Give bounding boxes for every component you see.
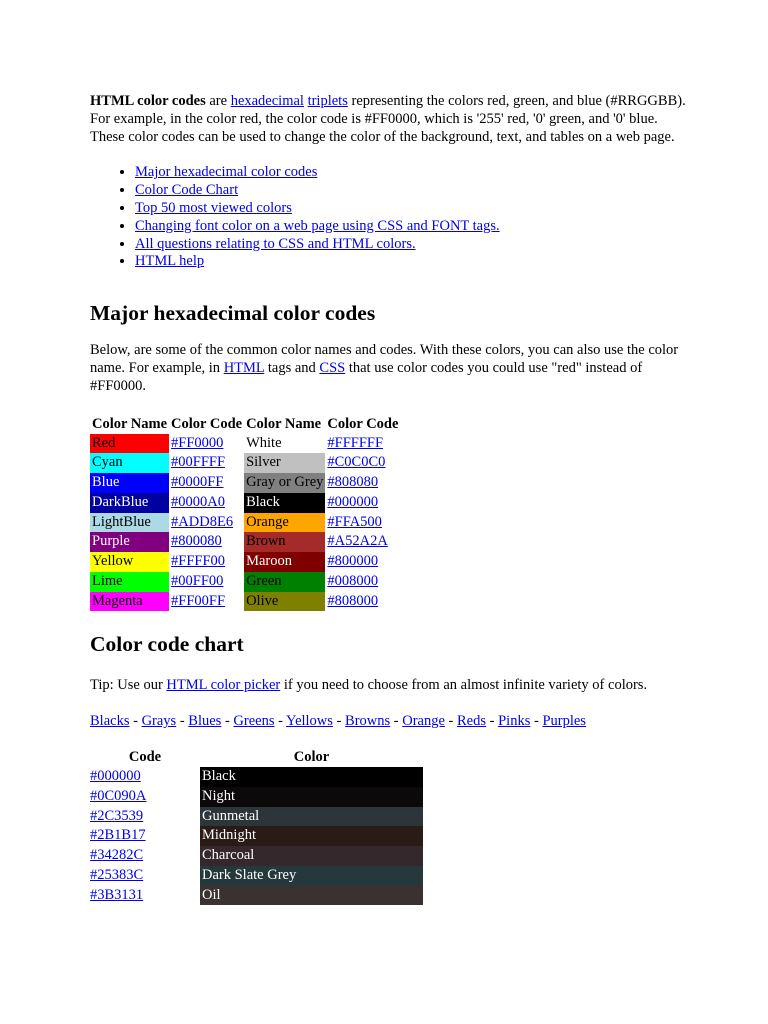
category-separator: - bbox=[530, 713, 543, 730]
category-links bbox=[90, 713, 690, 731]
major-text-2: tags and bbox=[264, 359, 320, 376]
color-chart-code-cell bbox=[90, 886, 200, 906]
major-heading: Major hexadecimal color codes bbox=[90, 301, 376, 326]
color-code-cell bbox=[325, 572, 400, 592]
intro-text-3: representing the colors red, green, and blue (#RRGGBB). For example, in the color red, the color code is #FF0000, which is '255' red, '0' green, and '0' blue. These color codes can be used to change the color of the background, text, and tables on a web page. bbox=[90, 93, 686, 145]
color-name-cell: LightBlue bbox=[90, 513, 169, 533]
color-code-link[interactable]: #808000 bbox=[327, 592, 379, 609]
color-chart-code-cell bbox=[90, 866, 200, 886]
category-link-purples[interactable]: Purples bbox=[542, 713, 586, 730]
color-code-cell bbox=[325, 493, 400, 513]
color-code-link[interactable]: #FFFFFF bbox=[327, 434, 384, 451]
color-code-link[interactable]: #000000 bbox=[327, 493, 379, 510]
color-code-cell bbox=[169, 453, 244, 473]
color-code-link[interactable]: #FF00FF bbox=[171, 592, 226, 609]
color-chart-code-link[interactable]: #34282C bbox=[90, 847, 144, 864]
color-chart-row bbox=[90, 807, 423, 827]
tip-text-2: if you need to choose from an almost infinite variety of colors. bbox=[280, 677, 648, 694]
major-color-row bbox=[90, 513, 400, 533]
color-code-link[interactable]: #FFFF00 bbox=[171, 553, 226, 570]
color-chart-row bbox=[90, 886, 423, 906]
category-link-browns[interactable]: Browns bbox=[345, 713, 391, 730]
toc-item bbox=[135, 253, 690, 271]
category-link-yellows[interactable]: Yellows bbox=[286, 713, 333, 730]
color-chart-swatch: Midnight bbox=[200, 826, 423, 846]
header-color-name-1: Color Name bbox=[92, 415, 168, 432]
color-chart-code-link[interactable]: #000000 bbox=[90, 767, 141, 784]
color-chart-row bbox=[90, 767, 423, 787]
color-code-cell bbox=[169, 473, 244, 493]
major-paragraph bbox=[90, 342, 690, 395]
chart-heading: Color code chart bbox=[90, 632, 244, 657]
toc-link-questions[interactable]: All questions relating to CSS and HTML colors. bbox=[135, 235, 416, 252]
color-name-cell: Maroon bbox=[244, 552, 325, 572]
link-color-picker[interactable]: HTML color picker bbox=[166, 677, 281, 694]
category-link-reds[interactable]: Reds bbox=[457, 713, 487, 730]
color-chart-code-link[interactable]: #2C3539 bbox=[90, 807, 144, 824]
color-name-cell: Lime bbox=[90, 572, 169, 592]
major-color-row bbox=[90, 434, 400, 454]
category-separator: - bbox=[274, 713, 287, 730]
category-separator: - bbox=[332, 713, 346, 730]
color-code-link[interactable]: #ADD8E6 bbox=[171, 513, 234, 530]
color-name-cell: Yellow bbox=[90, 552, 169, 572]
color-chart-code-cell bbox=[90, 767, 200, 787]
header-color-code-2: Color Code bbox=[327, 415, 399, 432]
category-separator: - bbox=[486, 713, 499, 730]
color-chart-row bbox=[90, 866, 423, 886]
color-code-cell bbox=[169, 513, 244, 533]
category-link-blacks[interactable]: Blacks bbox=[90, 713, 130, 730]
color-code-link[interactable]: #FF0000 bbox=[171, 434, 224, 451]
header-color-code-1: Color Code bbox=[171, 415, 243, 432]
color-chart-swatch: Black bbox=[200, 767, 423, 787]
header-color-name-2: Color Name bbox=[246, 415, 322, 432]
color-name-cell: Orange bbox=[244, 513, 325, 533]
link-html[interactable]: HTML bbox=[223, 359, 265, 376]
toc-link-html-help[interactable]: HTML help bbox=[135, 253, 205, 270]
color-code-link[interactable]: #A52A2A bbox=[327, 533, 388, 550]
category-link-orange[interactable]: Orange bbox=[402, 713, 445, 730]
color-code-link[interactable]: #0000FF bbox=[171, 474, 224, 491]
color-code-cell bbox=[325, 532, 400, 552]
major-colors-header-row bbox=[90, 416, 400, 434]
color-name-cell: White bbox=[244, 434, 325, 454]
intro-text-1: are bbox=[205, 93, 231, 109]
color-code-cell bbox=[169, 532, 244, 552]
category-separator: - bbox=[390, 713, 403, 730]
color-chart-code-link[interactable]: #3B3131 bbox=[90, 886, 144, 903]
color-name-cell: Cyan bbox=[90, 453, 169, 473]
color-chart-swatch: Dark Slate Grey bbox=[200, 866, 423, 886]
color-code-cell bbox=[169, 493, 244, 513]
color-chart-row bbox=[90, 846, 423, 866]
category-separator: - bbox=[129, 713, 142, 730]
intro-bold: HTML color codes bbox=[90, 93, 206, 109]
color-chart-swatch: Gunmetal bbox=[200, 807, 423, 827]
color-code-link[interactable]: #00FFFF bbox=[171, 454, 226, 471]
category-separator: - bbox=[221, 713, 234, 730]
color-name-cell: Red bbox=[90, 434, 169, 454]
color-code-cell bbox=[325, 592, 400, 612]
color-name-cell: Brown bbox=[244, 532, 325, 552]
table-of-contents bbox=[90, 164, 690, 271]
color-code-cell bbox=[169, 592, 244, 612]
intro-paragraph bbox=[90, 93, 690, 146]
color-code-link[interactable]: #FFA500 bbox=[327, 513, 382, 530]
toc-item bbox=[135, 236, 690, 254]
link-hexadecimal[interactable]: hexadecimal bbox=[230, 93, 304, 109]
major-colors-body bbox=[90, 434, 400, 612]
color-code-link[interactable]: #808080 bbox=[327, 474, 379, 491]
major-color-row bbox=[90, 453, 400, 473]
color-code-link[interactable]: #800000 bbox=[327, 553, 379, 570]
color-chart-code-link[interactable]: #0C090A bbox=[90, 787, 147, 804]
category-separator: - bbox=[176, 713, 189, 730]
color-name-cell: Olive bbox=[244, 592, 325, 612]
major-color-row bbox=[90, 493, 400, 513]
link-css[interactable]: CSS bbox=[319, 359, 346, 376]
color-code-link[interactable]: #800080 bbox=[171, 533, 222, 550]
color-code-link[interactable]: #C0C0C0 bbox=[327, 454, 386, 471]
toc-item bbox=[135, 164, 690, 182]
color-name-cell: Blue bbox=[90, 473, 169, 493]
color-name-cell: DarkBlue bbox=[90, 493, 169, 513]
color-name-cell: Gray or Grey bbox=[244, 473, 325, 493]
category-link-pinks[interactable]: Pinks bbox=[498, 713, 531, 730]
major-text-3: that use color codes you could use "red" instead of #FF0000. bbox=[90, 359, 643, 394]
major-text-1: Below, are some of the common color names and codes. With these colors, you can also use the color name. For example, in bbox=[90, 342, 679, 376]
color-code-cell bbox=[325, 453, 400, 473]
tip-paragraph bbox=[90, 677, 690, 695]
category-link-blues[interactable]: Blues bbox=[188, 713, 222, 730]
color-chart-swatch: Oil bbox=[200, 886, 423, 906]
color-code-cell bbox=[325, 473, 400, 493]
category-separator: - bbox=[444, 713, 458, 730]
link-triplets[interactable]: triplets bbox=[307, 93, 348, 109]
color-chart-row bbox=[90, 826, 423, 846]
toc-link-color-chart[interactable]: Color Code Chart bbox=[135, 182, 239, 199]
toc-link-major-codes[interactable]: Major hexadecimal color codes bbox=[135, 164, 318, 181]
header-code: Code bbox=[128, 749, 162, 765]
color-chart-swatch: Night bbox=[200, 787, 423, 807]
color-code-link[interactable]: #00FF00 bbox=[171, 572, 224, 589]
color-code-cell bbox=[325, 434, 400, 454]
color-code-cell bbox=[169, 552, 244, 572]
color-chart-code-cell bbox=[90, 826, 200, 846]
color-chart-code-link[interactable]: #2B1B17 bbox=[90, 827, 146, 844]
tip-text-1: Tip: Use our bbox=[90, 677, 167, 694]
toc-link-font-color[interactable]: Changing font color on a web page using CSS and FONT tags. bbox=[135, 217, 500, 234]
toc-item bbox=[135, 218, 690, 236]
color-name-cell: Magenta bbox=[90, 592, 169, 612]
major-color-row bbox=[90, 473, 400, 493]
toc-item bbox=[135, 182, 690, 200]
major-color-row bbox=[90, 592, 400, 612]
color-chart-table bbox=[90, 749, 423, 906]
color-chart-header-row bbox=[90, 749, 423, 767]
color-name-cell: Black bbox=[244, 493, 325, 513]
color-chart-swatch: Charcoal bbox=[200, 846, 423, 866]
color-chart-code-cell bbox=[90, 807, 200, 827]
toc-link-top-50[interactable]: Top 50 most viewed colors bbox=[135, 199, 292, 216]
major-color-row bbox=[90, 552, 400, 572]
color-chart-row bbox=[90, 787, 423, 807]
color-chart-code-cell bbox=[90, 846, 200, 866]
color-name-cell: Green bbox=[244, 572, 325, 592]
color-name-cell: Purple bbox=[90, 532, 169, 552]
header-color: Color bbox=[293, 749, 330, 765]
category-link-grays[interactable]: Grays bbox=[141, 713, 177, 730]
major-color-row bbox=[90, 572, 400, 592]
color-code-link[interactable]: #008000 bbox=[327, 572, 379, 589]
color-code-cell bbox=[169, 434, 244, 454]
page-content bbox=[90, 93, 690, 905]
color-chart-code-cell bbox=[90, 787, 200, 807]
color-code-cell bbox=[325, 513, 400, 533]
color-chart-code-link[interactable]: #25383C bbox=[90, 866, 144, 883]
major-color-row bbox=[90, 532, 400, 552]
category-link-greens[interactable]: Greens bbox=[233, 713, 275, 730]
toc-item bbox=[135, 200, 690, 218]
color-code-cell bbox=[325, 552, 400, 572]
color-code-cell bbox=[169, 572, 244, 592]
color-chart-body bbox=[90, 767, 423, 906]
color-name-cell: Silver bbox=[244, 453, 325, 473]
color-code-link[interactable]: #0000A0 bbox=[171, 493, 226, 510]
major-colors-table bbox=[90, 416, 400, 612]
